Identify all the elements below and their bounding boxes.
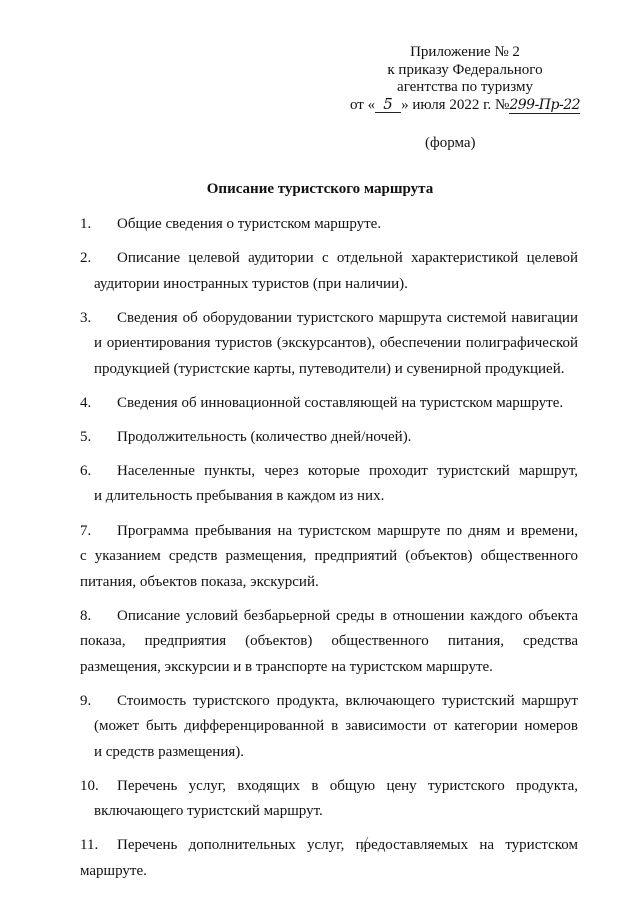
numbered-list [80, 212, 578, 893]
list-item-text: Общие сведения о туристском маршруте. [117, 216, 382, 232]
list-item-line [80, 833, 578, 859]
list-item [80, 306, 578, 383]
list-item-number: 5. [80, 428, 92, 445]
date-middle: » июля 2022 г. № [401, 96, 510, 113]
document-title: Описание туристского маршрута [206, 181, 434, 197]
list-item-line [80, 246, 578, 272]
list-item-text: Описание целевой аудитории с отдельной характеристикой целевой [117, 250, 578, 267]
list-item-line [80, 357, 578, 383]
list-item-text: Описание условий безбарьерной среды в отношении каждого объекта [117, 607, 578, 624]
list-item-line [80, 212, 578, 238]
list-item-text: с указанием средств размещения, предприятий (объектов) общественного [80, 548, 578, 565]
list-item-text: и средств размещения). [94, 743, 244, 760]
list-item-line [80, 689, 578, 715]
list-item-text: аудитории иностранных туристов (при наличии). [94, 275, 408, 292]
pen-mark [358, 836, 372, 856]
list-item [80, 833, 578, 884]
list-item-line [80, 519, 578, 545]
list-item-text: продукцией (туристские карты, путеводители) и сувенирной продукцией. [94, 360, 565, 377]
appendix-header [320, 44, 610, 114]
list-item-line [80, 425, 578, 451]
list-item [80, 774, 578, 825]
list-item-text: и ориентирования туристов (экскурсантов), обеспечении полиграфической [94, 335, 578, 352]
list-item [80, 425, 578, 451]
list-item-line [80, 331, 578, 357]
handwritten-day: 5 [375, 97, 401, 113]
list-item-line [80, 799, 578, 825]
list-item [80, 212, 578, 238]
list-item-line [80, 391, 578, 417]
list-item-number: 3. [80, 309, 92, 326]
order-reference: к приказу Федерального [387, 61, 543, 78]
list-item-number: 1. [80, 216, 92, 232]
list-item-line [80, 629, 578, 655]
list-item-line [80, 740, 578, 766]
list-item-number: 11. [80, 837, 99, 854]
list-item-line [80, 544, 578, 570]
appendix-number: Приложение № 2 [410, 44, 520, 60]
list-item-line [80, 655, 578, 681]
list-item [80, 391, 578, 417]
list-item-text: и длительность пребывания в каждом из них. [94, 488, 385, 505]
list-item-number: 10. [80, 777, 99, 794]
list-item-line [80, 859, 578, 885]
list-item-text: маршруте. [80, 862, 147, 879]
list-item-text: Программа пребывания на туристском маршруте по дням и времени, [117, 522, 578, 539]
list-item-number: 6. [80, 462, 92, 479]
list-item [80, 604, 578, 681]
handwritten-order-number: 299-Пр-22 [509, 96, 581, 113]
list-item-number: 8. [80, 607, 92, 624]
list-item [80, 689, 578, 766]
list-item-text: Перечень дополнительных услуг, предоставляемых на туристском [117, 837, 578, 854]
list-item [80, 519, 578, 596]
list-item-text: питания, объектов показа, экскурсий. [80, 573, 319, 590]
list-item-line [80, 306, 578, 332]
list-item-number: 9. [80, 692, 92, 709]
list-item-line [80, 459, 578, 485]
list-item-line [80, 714, 578, 740]
list-item-text: Перечень услуг, входящих в общую цену туристского продукта, [117, 777, 578, 794]
list-item-number: 4. [80, 394, 92, 411]
list-item-text: размещения, экскурсии и в транспорте на туристском маршруте. [80, 658, 493, 675]
list-item-line [80, 272, 578, 298]
list-item-text: Сведения об инновационной составляющей на туристском маршруте. [117, 394, 564, 411]
list-item-line [80, 570, 578, 596]
agency-name: агентства по туризму [397, 79, 533, 96]
list-item-line [80, 484, 578, 510]
list-item-text: Стоимость туристского продукта, включающего туристский маршрут [117, 692, 578, 709]
list-item-text: Населенные пункты, через которые проходит туристский маршрут, [117, 462, 578, 479]
list-item-text: показа, предприятия (объектов) общественного питания, средства [80, 633, 578, 650]
order-date-line [320, 94, 610, 115]
list-item-text: Сведения об оборудовании туристского маршрута системой навигации [117, 309, 578, 326]
date-prefix: от « [349, 96, 376, 113]
list-item-text: Продолжительность (количество дней/ночей). [117, 428, 412, 445]
list-item-number: 7. [80, 522, 92, 539]
list-item [80, 459, 578, 510]
list-item-text: (может быть дифференцированной в зависимости от категории номеров [94, 718, 578, 735]
list-item-line [80, 774, 578, 800]
list-item-line [80, 604, 578, 630]
form-label: (форма) [425, 135, 476, 151]
list-item-number: 2. [80, 250, 92, 267]
list-item-text: включающего туристский маршрут. [94, 803, 323, 820]
list-item [80, 246, 578, 297]
